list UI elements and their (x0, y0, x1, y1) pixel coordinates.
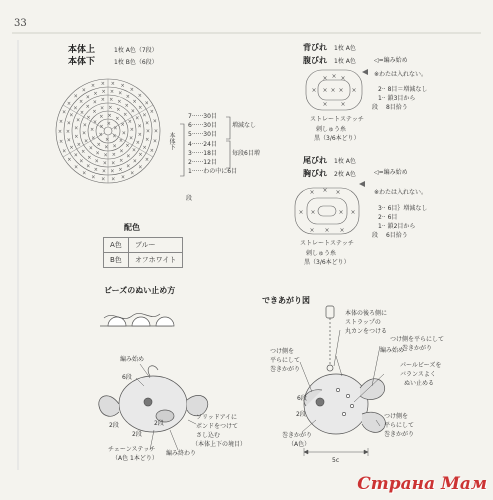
chart-stitch: × (75, 117, 81, 124)
chart-stitch: × (91, 174, 96, 181)
chart-stitch: × (88, 145, 93, 152)
dorsal-row-header: 段 8目拾う (372, 104, 408, 111)
dorsal-stitch: × (311, 87, 317, 94)
chart-stitch: × (90, 83, 96, 90)
chart-stitch: × (98, 132, 103, 139)
dorsal-stitch: × (351, 87, 357, 94)
round-row: 2······12目 (188, 159, 217, 166)
chart-stitch: × (135, 140, 141, 147)
watermark-logo: Страна Мам (357, 474, 487, 494)
dorsal-stitch: × (322, 101, 328, 108)
body-top-label: 本体上 (68, 45, 96, 55)
chart-stitch: × (126, 163, 131, 170)
chart-stitch: × (109, 89, 115, 95)
chart-stitch: × (125, 142, 130, 149)
chart-stitch: × (142, 112, 147, 119)
dorsal-fin-detail: 1枚 A色 (334, 45, 356, 52)
chart-stitch: × (99, 114, 104, 121)
chart-stitch: × (130, 170, 135, 177)
chart-stitch: × (144, 156, 150, 163)
chart-stitch: × (101, 176, 106, 183)
chart-stitch: × (96, 141, 101, 148)
tail-row-header: 段 6目拾う (372, 232, 408, 239)
chart-stitch: × (99, 124, 104, 131)
chart-stitch: × (137, 123, 142, 130)
chart-stitch: × (74, 125, 79, 132)
body-bottom-detail: 1枚 B色（6段） (114, 59, 158, 66)
chart-stitch: × (152, 118, 158, 125)
tail-start-marker: ◁=編み始め (374, 169, 408, 176)
finished-attach-rb-1: つけ側を (384, 413, 409, 420)
finished-row6: 6段 (297, 395, 307, 402)
color-title: 配色 (124, 223, 140, 232)
finished-attach-left-2: 平らにして (270, 357, 301, 364)
beads-end: 編み終わり (166, 450, 197, 457)
chart-stitch: × (119, 158, 124, 164)
beads-title: ビーズのぬい止め方 (104, 286, 176, 295)
finished-strap-1: 本体の後ろ側に (345, 310, 388, 317)
chart-stitch: × (62, 148, 67, 155)
chart-stitch: × (132, 98, 137, 105)
chart-stitch: × (132, 158, 138, 165)
chart-stitch: × (66, 120, 71, 127)
chart-stitch: × (67, 157, 72, 164)
leader-strap (334, 330, 340, 366)
finished-start: 編み始め (380, 347, 405, 354)
chart-stitch: × (106, 120, 111, 127)
beads-row2b: 2段 (132, 431, 142, 438)
chart-stitch: × (94, 158, 99, 165)
round-row: 7······30目 (188, 113, 217, 120)
finished-pearl-1: パールビーズを (400, 362, 442, 369)
tail-fin-label: 尾びれ (303, 156, 327, 165)
chart-stitch: × (142, 144, 147, 151)
finished-attach-rt-2: 巻きかがり (402, 345, 433, 352)
chart-stitch: × (95, 150, 100, 157)
chart-stitch: × (118, 166, 123, 173)
chart-stitch: × (78, 99, 84, 106)
chart-stitch: × (81, 87, 86, 94)
dorsal-no-stuffing: ※わたは入れない。 (374, 71, 428, 78)
finished-tail-top (360, 379, 385, 400)
leader-attach-left (300, 362, 312, 392)
chart-stitch: × (87, 154, 92, 161)
chart-stitch: × (126, 153, 131, 160)
finished-tail-bottom (362, 412, 385, 432)
finished-whip-2: （A色） (288, 441, 311, 448)
chart-stitch: × (66, 137, 72, 144)
finished-whip-1: 巻きかがり (282, 432, 313, 439)
chart-stitch: × (100, 97, 105, 104)
tail-row-3: 3·· 6目｝増減なし (378, 205, 428, 212)
tail-fin-detail: 1枚 A色 (334, 158, 356, 165)
chart-stitch: × (109, 97, 114, 103)
chart-stitch: × (110, 81, 115, 87)
round-row: 5······30目 (188, 131, 217, 139)
chart-stitch: × (117, 98, 122, 105)
tail-stitch: × (309, 227, 315, 234)
finished-body (304, 374, 368, 434)
chart-stitch: × (61, 109, 67, 116)
finished-attach-rt-1: つけ側を平らにして (390, 336, 445, 343)
page-number: 33 (14, 18, 27, 29)
belly-fin-detail: 1枚 A色 (334, 58, 356, 65)
chart-stitch: × (138, 164, 143, 171)
strap-ring (327, 365, 333, 371)
chart-stitch: × (129, 87, 134, 94)
dorsal-stitch: × (322, 75, 328, 82)
pectoral-fin-label: 胸びれ (303, 169, 327, 178)
chart-stitch: × (102, 160, 107, 167)
finished-pearl-2: バランスよく (400, 371, 436, 378)
dorsal-stitch-note-1: ストレートステッチ (310, 116, 364, 123)
dorsal-stitch: × (330, 87, 336, 94)
chart-stitch: × (120, 122, 125, 129)
tail-stitch-note-1: ストレートステッチ (300, 240, 354, 247)
tail-stitch: × (324, 227, 330, 234)
chart-stitch: × (81, 149, 86, 156)
chart-stitch: × (92, 99, 97, 106)
finished-strap-3: 丸カンをつける (345, 328, 388, 335)
chart-stitch: × (76, 142, 81, 148)
chart-stitch: × (65, 129, 71, 135)
chart-stitch: × (110, 168, 115, 175)
chart-stitch: × (137, 132, 142, 138)
tail-stitch: × (350, 209, 356, 216)
chart-stitch: × (119, 148, 124, 155)
color-value: オフホワイト (128, 253, 183, 268)
chart-stitch: × (138, 105, 143, 112)
chart-stitch: × (145, 128, 151, 135)
beads-chain-2: （A色 1本どり） (112, 455, 158, 462)
chart-stitch: × (115, 115, 120, 122)
color-key: B色 (104, 253, 129, 268)
tail-stitch: × (339, 227, 345, 234)
chart-stitch: × (74, 134, 79, 140)
note-no-increase: 増減なし (232, 122, 257, 129)
chart-stitch: × (123, 112, 128, 118)
finished-attach-rb-2: 平らにして (384, 422, 415, 429)
chart-stitch: × (116, 107, 121, 114)
finished-strap-2: ストラップの (345, 319, 381, 326)
chart-stitch: × (100, 81, 105, 88)
tail-row-1: 1·· 鎖2目から (378, 223, 416, 230)
chart-stitch: × (86, 163, 91, 170)
chart-stitch: × (129, 127, 135, 133)
tail-stitch: × (322, 187, 328, 194)
chart-stitch: × (73, 152, 78, 159)
body-bottom-label: 本体下 (68, 57, 96, 67)
chart-stitch: × (113, 125, 118, 132)
tail-stitch: × (298, 209, 304, 216)
chart-stitch: × (144, 120, 150, 127)
chart-stitch: × (107, 112, 112, 119)
chart-stitch: × (120, 174, 126, 181)
beads-solid-4: （本体上下の境目） (192, 441, 247, 448)
round-row: 3······18目 (188, 149, 217, 157)
chart-stitch: × (83, 138, 89, 145)
chart-stitch: × (73, 164, 79, 171)
chart-stitch: × (128, 135, 134, 142)
beads-solid-3: さし込む (196, 432, 221, 439)
finished-width: 5c (332, 457, 340, 464)
chart-stitch: × (112, 143, 117, 150)
chart-stitch: × (105, 136, 110, 143)
chart-stitch: × (93, 166, 98, 173)
pearl-bead (350, 404, 353, 407)
dorsal-row-1: 1·· 鎖3目から (378, 95, 416, 102)
chart-stitch: × (111, 152, 117, 159)
tail-stitch: × (335, 189, 341, 196)
beads-solid-2: ボンドをつけて (196, 423, 239, 430)
chart-stitch: × (108, 104, 113, 111)
chart-stitch: × (121, 130, 127, 137)
chart-stitch: × (57, 129, 63, 135)
chart-stitch: × (73, 93, 78, 100)
chart-stitch: × (58, 119, 64, 125)
chart-stitch: × (69, 112, 74, 119)
chart-stitch: × (145, 136, 150, 143)
chart-stitch: × (111, 160, 116, 167)
chart-stitch: × (93, 90, 98, 97)
pearl-bead (336, 388, 339, 391)
finished-pearl-3: ぬい止める (404, 380, 435, 387)
dorsal-stitch: × (338, 87, 344, 94)
beads-chain-1: チェーンステッチ (108, 446, 156, 453)
chart-stitch: × (99, 105, 105, 112)
round-row-header: 段 (186, 195, 193, 202)
tail-no-stuffing: ※わたは入れない。 (374, 189, 428, 196)
chart-stitch: × (79, 158, 84, 165)
chart-stitch: × (104, 144, 109, 151)
chart-stitch: × (152, 138, 158, 145)
chart-stitch: × (127, 118, 133, 125)
chart-stitch: × (85, 94, 90, 101)
chart-stitch: × (137, 93, 143, 99)
chart-stitch: × (92, 109, 97, 115)
chart-stitch: × (125, 94, 130, 101)
color-key: A色 (104, 238, 129, 253)
chart-stitch: × (91, 135, 96, 142)
dorsal-stitch: × (340, 75, 346, 82)
tail-stitch: × (310, 209, 316, 216)
chart-stitch: × (69, 145, 74, 152)
chart-stitch: × (86, 114, 91, 121)
chart-stitch: × (118, 138, 124, 145)
chart-stitch: × (124, 102, 129, 109)
tail-stitch-note-2: 刺しゅう糸 (306, 250, 337, 257)
finished-title: できあがり図 (262, 296, 310, 305)
chart-stitch: × (130, 108, 135, 115)
chart-stitch: × (66, 100, 72, 107)
beads-row2c: 2段 (154, 420, 164, 427)
chart-stitch: × (58, 139, 64, 145)
beads-row6: 6段 (122, 374, 132, 381)
dorsal-row-2: 2·· 8目＝増減なし (378, 86, 428, 93)
pectoral-fin-detail: 2枚 A色 (334, 171, 356, 178)
leader-start (336, 356, 342, 376)
chart-stitch: × (81, 130, 87, 137)
beads-solid-1: ソリッドアイに (196, 414, 238, 421)
chart-stitch: × (144, 100, 149, 107)
dorsal-stitch: × (322, 87, 328, 94)
round-row: 4······24目 (188, 140, 217, 148)
round-row: 6······30目 (188, 122, 217, 130)
pearl-bead (346, 394, 349, 397)
chart-stitch: × (82, 122, 88, 129)
chart-stitch: × (73, 105, 78, 112)
chart-stitch: × (101, 89, 106, 95)
body-top-detail: 1枚 A色（7段） (114, 47, 158, 54)
chart-stitch: × (92, 119, 98, 126)
dorsal-stitch-note-2: 刺しゅう糸 (316, 126, 347, 133)
chart-stitch: × (103, 152, 108, 159)
side-label: 本体下 (168, 132, 175, 150)
dorsal-fin-label: 背びれ (303, 43, 327, 52)
chart-stitch: × (135, 115, 140, 122)
color-value: ブルー (128, 238, 183, 253)
dorsal-stitch-note-3: 黒（3/6本どり） (314, 135, 360, 142)
chart-stitch: × (79, 110, 85, 117)
chart-stitch: × (85, 104, 90, 110)
note-increase: 毎段6目増 (232, 150, 260, 157)
chart-stitch: × (82, 170, 87, 177)
finished-eye (316, 398, 324, 406)
dorsal-stitch: × (340, 101, 346, 108)
chart-stitch: × (120, 83, 125, 90)
dorsal-start-marker: ◁=編み始め (374, 57, 408, 64)
strap-clasp (326, 306, 334, 318)
beads-start: 編み始め (120, 356, 145, 363)
pearl-bead (342, 412, 345, 415)
chart-stitch: × (149, 109, 154, 116)
chart-stitch: × (89, 127, 95, 134)
chart-stitch: × (101, 168, 107, 175)
tail-row-2: 2·· 6目 (378, 214, 398, 221)
chart-stitch: × (153, 128, 159, 135)
finished-attach-left-1: つけ側を (270, 348, 295, 355)
chart-stitch: × (112, 133, 117, 140)
beads-row2a: 2段 (109, 422, 119, 429)
dorsal-stitch: × (331, 73, 337, 80)
round-row: 1······わの中に6目 (188, 168, 238, 176)
finished-attach-rb-3: 巻きかがり (384, 431, 415, 438)
finished-attach-left-3: 巻きかがり (270, 366, 301, 373)
belly-fin-label: 腹びれ (303, 56, 327, 65)
tail-stitch: × (309, 189, 315, 196)
tail-stitch: × (338, 209, 344, 216)
tail-stitch-note-3: 黒（3/6本どり） (304, 259, 350, 266)
chart-stitch: × (111, 176, 116, 183)
finished-row2: 2段 (296, 411, 306, 418)
chart-stitch: × (118, 90, 123, 97)
chart-stitch: × (131, 147, 137, 154)
chart-stitch: × (138, 152, 143, 159)
chart-stitch: × (149, 148, 155, 155)
